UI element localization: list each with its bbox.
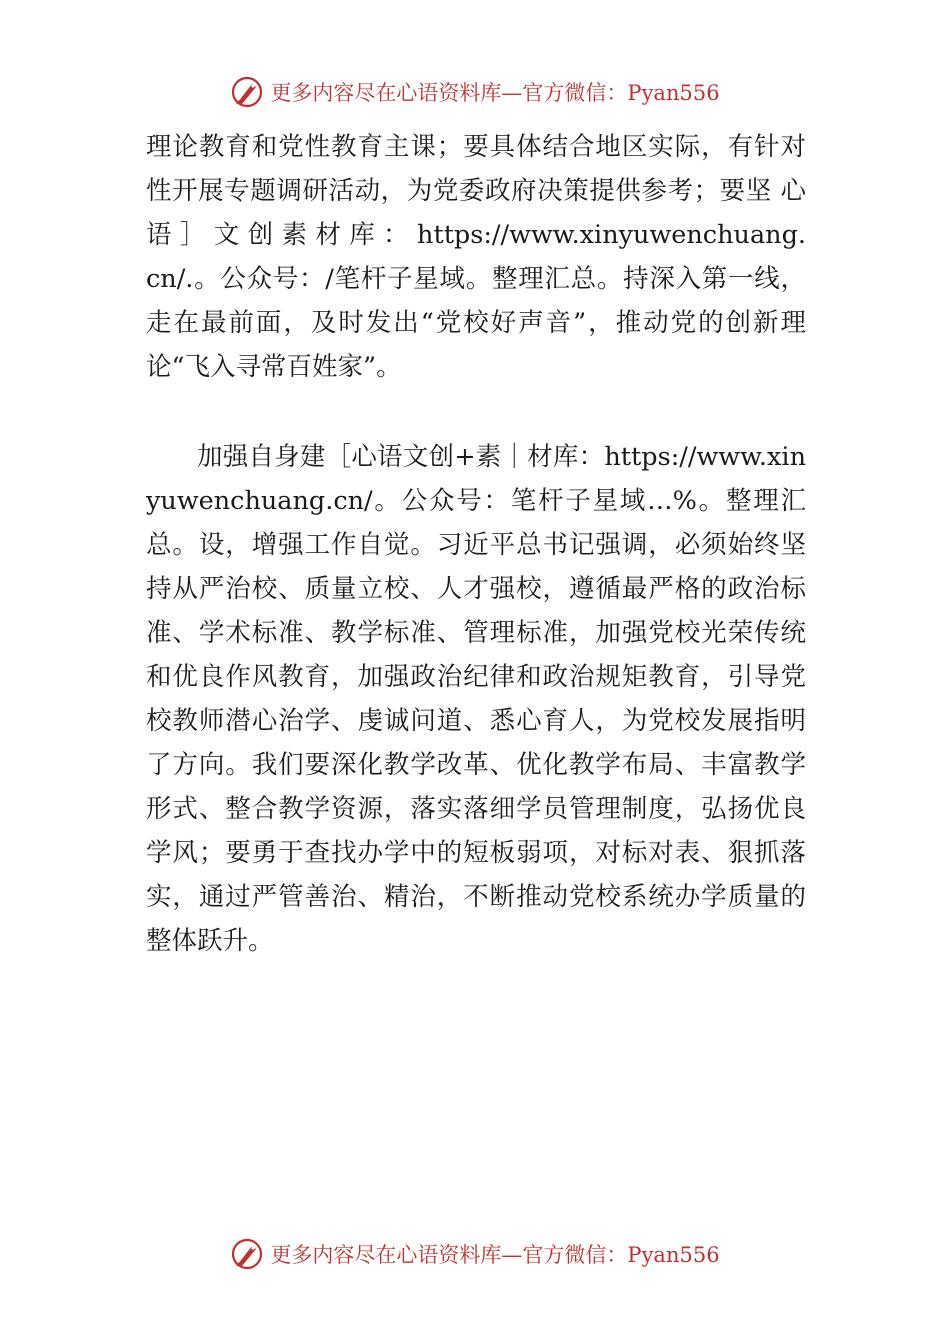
document-body xyxy=(146,125,806,963)
footer-banner-text: 更多内容尽在心语资料库—官方微信：Pyan556 xyxy=(270,1243,720,1267)
footer-banner xyxy=(0,1232,950,1276)
header-banner xyxy=(0,70,950,114)
paragraph-2: 加强自身建［心语文创+素｜材库：https://www.xinyuwenchuang.cn/。公众号：笔杆子星域…%。整理汇总。设，增强工作自觉。习近平总书记强调，必须始终坚持从严治校、质量立校、人才强校，遵循最严格的政治标准、学术标准、教学标准、管理标准，加强党校光荣传统和优良作风教育，加强政治纪律和政治规矩教育，引导党校教师潜心治学、虔诚问道、悉心育人，为党校发展指明了方向。我们要深化教学改革、优化教学布局、丰富教学形式、整合教学资源，落实落细学员管理制度，弘扬优良学风；要勇于查找办学中的短板弱项，对标对表、狠抓落实，通过严管善治、精治，不断推动党校系统办学质量的整体跃升。 xyxy=(146,442,806,956)
pen-nib-logo-icon xyxy=(230,1237,264,1271)
paragraph-1: 理论教育和党性教育主课；要具体结合地区实际，有针对性开展专题调研活动，为党委政府决策提供参考；要坚 心 语 ］ 文 创 素 材 库 ： https://www.xinyuwenchuang.cn/.。公众号：/笔杆子星域。整理汇总。持深入第一线，走在最前面，及时发出“党校好声音”，推动党的创新理论“飞入寻常百姓家”。 xyxy=(146,132,806,382)
pen-nib-logo-icon xyxy=(230,75,264,109)
header-banner-text: 更多内容尽在心语资料库—官方微信：Pyan556 xyxy=(270,81,720,105)
